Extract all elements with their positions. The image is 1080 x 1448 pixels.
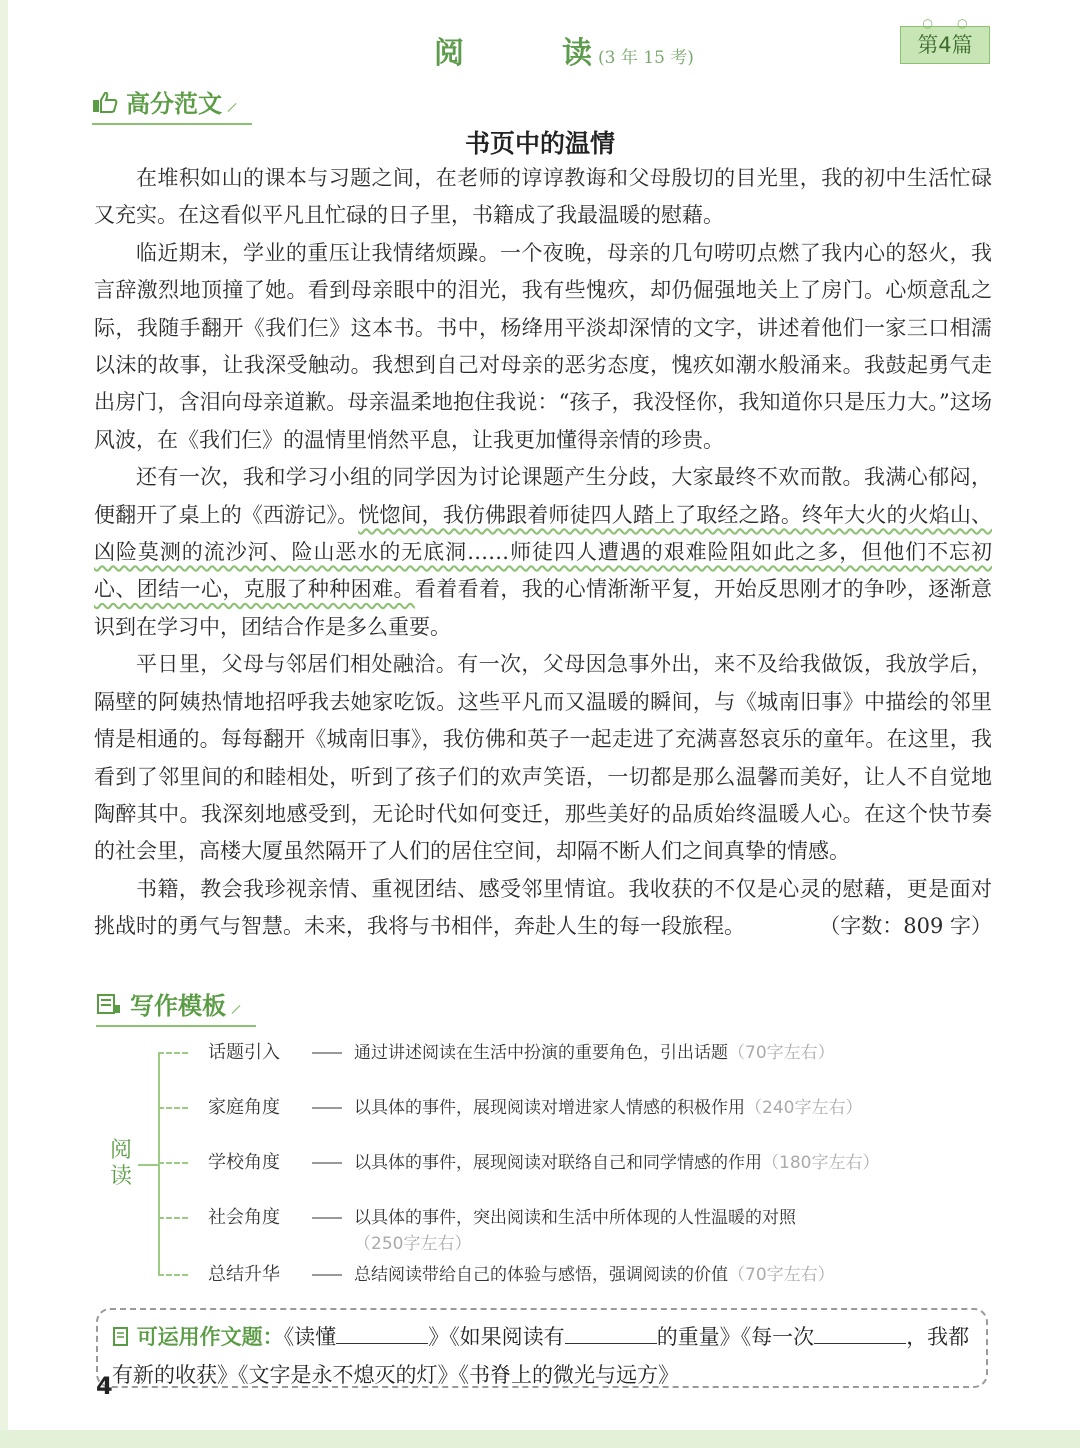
template-row [158, 1150, 984, 1180]
template-row [158, 1040, 984, 1070]
template-description: 以具体的事件，展现阅读对增进家人情感的积极作用（240字左右） [354, 1098, 863, 1118]
section-title: 写作模板 [130, 992, 226, 1020]
tree-branch [158, 1107, 188, 1109]
fill-blank [565, 1325, 657, 1344]
page-header [434, 28, 694, 72]
tree-branch [158, 1217, 188, 1219]
usable-titles-box [96, 1308, 988, 1388]
essay-paragraph: 在堆积如山的课本与习题之间，在老师的谆谆教诲和父母殷切的目光里，我的初中生活忙碌又充实。在这看似平凡且忙碌的日子里，书籍成了我最温暖的慰藉。 [94, 166, 992, 228]
template-description: 总结阅读带给自己的体验与感悟，强调阅读的价值（70字左右） [354, 1265, 835, 1285]
chapter-tab [900, 16, 990, 64]
section-head-model-essay [92, 84, 238, 119]
word-count: （字数：809 字） [819, 914, 992, 939]
notebook-icon [112, 1325, 137, 1349]
underline-flourish: ⸝ [230, 990, 242, 1018]
fill-blank [336, 1325, 428, 1344]
title-text: 》 [428, 1325, 450, 1349]
essay-paragraph: 平日里，父母与邻居们相处融洽。有一次，父母因急事外出，来不及给我做饭，我放学后，隔壁的阿姨热情地招呼我去她家吃饭。这些平凡而又温暖的瞬间，与《城南旧事》中描绘的邻里情是相通的。每每翻开《城南旧事》，我仿佛和英子一起走进了充满喜怒哀乐的童年。在这里，我看到了邻里间的和睦相处，听到了孩子们的欢声笑语，一切都是那么温馨而美好，让人不自觉地陶醉其中。我深刻地感受到，无论时代如何变迁，那些美好的品质始终温暖人心。在这个快节奏的社会里，高楼大厦虽然隔开了人们的居住空间，却隔不断人们之间真挚的情感。 [94, 652, 992, 864]
title-text: ，我都有新的收获》《文字是永不熄灭的灯》《书脊上的微光与远方》 [112, 1325, 970, 1387]
usable-titles-label: 可运用作文题： [136, 1325, 284, 1349]
title-text: 《如果阅读有 [449, 1325, 565, 1349]
chapter-tab-label: 第4篇 [917, 33, 973, 57]
tree-branch [158, 1052, 188, 1054]
page-number: 4 [96, 1372, 113, 1400]
template-category: 社会角度 [208, 1207, 280, 1228]
connector-dash [312, 1217, 342, 1219]
highlighted-text: 恍惚间，我仿佛跟着师徒四人踏上了取经之路。终年大火的火焰山、凶险莫测的流沙河、险山恶水的无底洞……师徒四人遭遇的艰难险阻如此之多，但他们不忘初心、团结一心，克服了种种困难。 [94, 502, 992, 602]
writing-template-tree [100, 1030, 1000, 1300]
tree-branch [158, 1274, 188, 1276]
template-grid-icon [96, 993, 122, 1015]
template-description: 通过讲述阅读在生活中扮演的重要角色，引出话题（70字左右） [354, 1043, 835, 1063]
essay-text: 书籍，教会我珍视亲情、重视团结、感受邻里情谊。我收获的不仅是心灵的慰藉，更是面对挑战时的勇气与智慧。未来，我将与书相伴，奔赴人生的每一段旅程。 [94, 876, 992, 939]
page-subtitle: (3 年 15 考) [598, 48, 694, 68]
essay-paragraph: 临近期末，学业的重压让我情绪烦躁。一个夜晚，母亲的几句唠叨点燃了我内心的怒火，我言辞激烈地顶撞了她。看到母亲眼中的泪光，我有些愧疚，却仍倔强地关上了房门。心烦意乱之际，我随手翻开《我们仨》这本书。书中，杨绛用平淡却深情的文字，讲述着他们一家三口相濡以沫的故事，让我深受触动。我想到自己对母亲的恶劣态度，愧疚如潮水般涌来。我鼓起勇气走出房门，含泪向母亲道歉。母亲温柔地抱住我说：“孩子，我没怪你，我知道你只是压力大。”这场风波，在《我们仨》的温情里悄然平息，让我更加懂得亲情的珍贵。 [94, 240, 992, 452]
word-count-hint: （250字左右） [354, 1234, 472, 1254]
underline-flourish: ⸝ [226, 88, 238, 116]
connector-dash [312, 1162, 342, 1164]
template-category: 学校角度 [208, 1152, 280, 1173]
essay-paragraph [94, 871, 992, 946]
title-text: 《每一次 [740, 1325, 815, 1349]
page-title: 阅 读 [434, 36, 626, 71]
tree-stem [138, 1164, 158, 1166]
title-text: 《读懂 [283, 1325, 337, 1349]
word-count-hint: （240字左右） [745, 1098, 863, 1118]
template-category: 总结升华 [208, 1264, 280, 1285]
binder-rings-icon: ○ ○ [922, 16, 968, 30]
template-category: 家庭角度 [208, 1097, 280, 1118]
word-count-hint: （70字左右） [728, 1265, 835, 1285]
word-count-hint: （180字左右） [762, 1153, 880, 1173]
essay-body [94, 160, 992, 946]
section-underline [96, 1025, 256, 1027]
left-margin-band [0, 0, 8, 1448]
essay-text: 看着看着，我的心情渐渐平复，开始反思刚才的争吵，逐渐意识到在学习中，团结合作是多么重要。 [94, 577, 993, 639]
template-description: 以具体的事件，突出阅读和生活中所体现的人性温暖的对照 （250字左右） [354, 1208, 796, 1254]
fill-blank [814, 1325, 906, 1344]
tree-branch [158, 1162, 188, 1164]
title-text: 的重量》 [656, 1325, 741, 1349]
template-row [158, 1095, 984, 1125]
tree-root-label: 阅读 [109, 1138, 132, 1189]
connector-dash [312, 1274, 342, 1276]
connector-dash [312, 1107, 342, 1109]
template-category: 话题引入 [208, 1042, 280, 1063]
word-count-hint: （70字左右） [728, 1043, 835, 1063]
thumbs-up-icon [92, 91, 118, 113]
template-row [158, 1262, 984, 1292]
essay-paragraph [94, 459, 992, 646]
template-description: 以具体的事件，展现阅读对联络自己和同学情感的作用（180字左右） [354, 1153, 880, 1173]
essay-text: 还有一次，我和学习小组的同学因为讨论课题产生分歧，大家最终不欢而散。我满心郁闷，便翻开了桌上的《西游记》。 [94, 465, 992, 527]
essay-title: 书页中的温情 [464, 129, 615, 158]
section-head-writing-template [96, 986, 242, 1021]
bottom-margin-band [0, 1430, 1080, 1448]
section-title: 高分范文 [126, 90, 222, 118]
connector-dash [312, 1052, 342, 1054]
template-row [158, 1205, 984, 1254]
